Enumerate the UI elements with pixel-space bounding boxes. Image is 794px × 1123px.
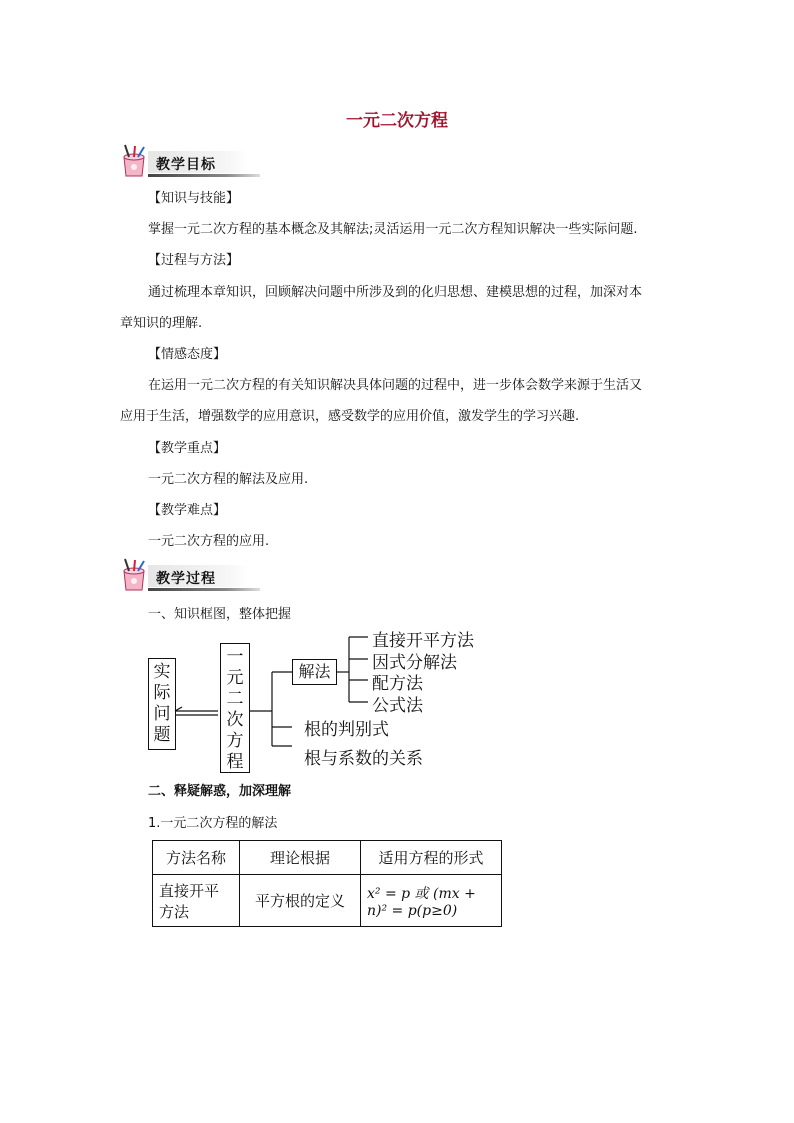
- section-heading-goals: [118, 143, 268, 183]
- emotion-text-1: 在运用一元二次方程的有关知识解决具体问题的过程中，进一步体会数学来源于生活又: [148, 378, 643, 393]
- difficult-point-label: 【教学难点】: [148, 503, 227, 518]
- difficult-point-text: 一元二次方程的应用.: [148, 534, 270, 549]
- document-title: 一元二次方程: [346, 111, 448, 131]
- emotion-text-2: 应用于生活，增强数学的应用意识，感受数学的应用价值，激发学生的学习兴趣.: [120, 409, 580, 424]
- practical-char: 际: [153, 683, 171, 703]
- process-method-text-2: 章知识的理解.: [120, 316, 203, 331]
- discriminant-label: 根的判别式: [304, 720, 389, 740]
- item1-heading: 1.一元二次方程的解法: [148, 816, 278, 831]
- equation-char: 方: [226, 731, 244, 751]
- knowledge-diagram: [146, 625, 506, 775]
- table-header-cell: 适用方程的形式: [361, 841, 502, 875]
- method-name-line: 直接开平: [159, 881, 220, 900]
- heading-underline: [148, 588, 260, 591]
- section-heading-label: 教学过程: [156, 571, 216, 587]
- solution-methods-table: [152, 840, 502, 927]
- equation-form-cell: [361, 875, 502, 927]
- method-formula: 公式法: [372, 696, 423, 716]
- solution-methods-box: 解法: [292, 659, 337, 685]
- emotion-label: 【情感态度】: [148, 347, 227, 362]
- table-header-row: [153, 841, 502, 875]
- practical-char: 问: [153, 704, 171, 724]
- process-method-text-1: 通过梳理本章知识，回顾解决问题中所涉及到的化归思想、建模思想的过程，加深对本: [148, 285, 643, 300]
- practical-problem-box: [148, 658, 176, 750]
- section-heading-label: 教学目标: [156, 157, 216, 173]
- theory-basis-cell: 平方根的定义: [240, 875, 361, 927]
- equation-char: 二: [226, 689, 244, 709]
- practical-char: 题: [153, 725, 171, 745]
- section-heading-process: [118, 557, 268, 597]
- equation-char: 次: [226, 710, 244, 730]
- process-method-label: 【过程与方法】: [148, 253, 240, 268]
- table-header-cell: 方法名称: [153, 841, 240, 875]
- equation-form-line: x² = p 或 (mx +: [367, 885, 476, 902]
- table-header-cell: 理论根据: [240, 841, 361, 875]
- key-point-text: 一元二次方程的解法及应用.: [148, 472, 309, 487]
- equation-char: 元: [226, 668, 244, 688]
- part1-heading: 一、知识框图，整体把握: [148, 607, 292, 622]
- heading-underline: [148, 174, 260, 177]
- roots-coefficients-label: 根与系数的关系: [304, 749, 423, 769]
- method-name-line: 方法: [159, 902, 190, 921]
- knowledge-label: 【知识与技能】: [148, 191, 240, 206]
- quadratic-equation-box: [220, 643, 250, 773]
- method-factoring: 因式分解法: [372, 653, 457, 673]
- part2-heading: 二、释疑解惑，加深理解: [148, 784, 292, 799]
- table-row: [153, 875, 502, 927]
- method-direct-root: 直接开平方法: [372, 631, 474, 651]
- key-point-label: 【教学重点】: [148, 441, 227, 456]
- method-name-cell: [153, 875, 240, 927]
- method-completing-square: 配方法: [372, 674, 423, 694]
- knowledge-text: 掌握一元二次方程的基本概念及其解法;灵活运用一元二次方程知识解决一些实际问题.: [148, 222, 638, 237]
- equation-char: 程: [226, 752, 244, 772]
- equation-char: 一: [226, 647, 244, 667]
- practical-char: 实: [153, 662, 171, 682]
- equation-form-line: n)² = p(p≥0): [367, 902, 458, 919]
